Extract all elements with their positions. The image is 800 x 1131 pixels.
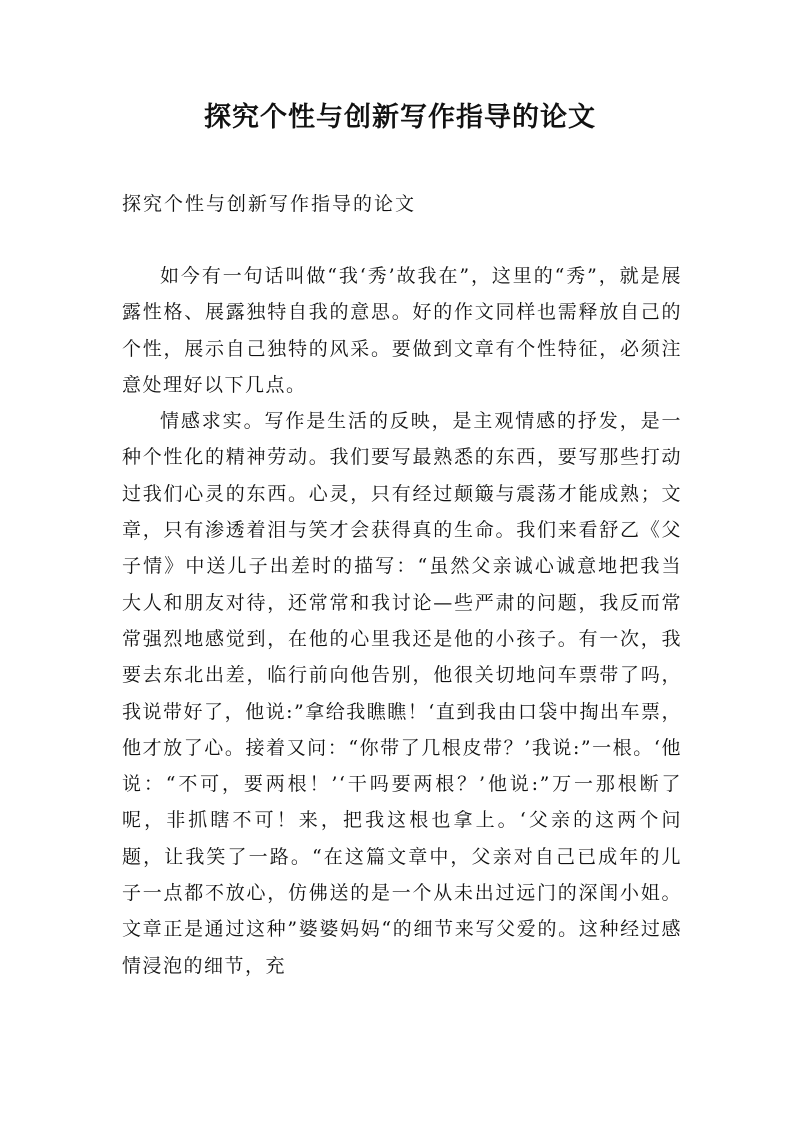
- paragraph-emotion: 情感求实。写作是生活的反映，是主观情感的抒发，是一种个性化的精神劳动。我们要写最熟悉的东西，要写那些打动过我们心灵的东西。心灵，只有经过颠簸与震荡才能成熟；文章，只有渗透着泪与笑才会获得真的生命。我们来看舒乙《父子情》中送儿子出差时的描写：“虽然父亲诚心诚意地把我当大人和朋友对待，还常常和我讨论—些严肃的问题，我反而常常强烈地感觉到，在他的心里我还是他的小孩子。有一次，我要去东北出差，临行前向他告别，他很关切地问车票带了吗，我说带好了，他说:”拿给我瞧瞧！‘直到我由口袋中掏出车票，他才放了心。接着又问：“你带了几根皮带？’我说:”一根。‘他说：“不可，要两根！’‘干吗要两根？’他说:”万一那根断了呢，非抓瞎不可！来，把我这根也拿上。‘父亲的这两个问题，让我笑了一路。“在这篇文章中，父亲对自己已成年的儿子一点都不放心，仿佛送的是一个从未出过远门的深闺小姐。文章正是通过这种”婆婆妈妈“的细节来写父爱的。这种经过感情浸泡的细节，充: [122, 410, 682, 977]
- document-subtitle: 探究个性与创新写作指导的论文: [122, 193, 417, 215]
- paragraph-intro: 如今有一句话叫做“我‘秀’故我在”，这里的“秀”，就是展露性格、展露独特自我的意思。好的作文同样也需释放自己的个性，展示自己独特的风采。要做到文章有个性特征，必须注意处理好以下几点。: [122, 265, 682, 396]
- document-body: [122, 258, 682, 984]
- document-title: 探究个性与创新写作指导的论文: [204, 102, 596, 133]
